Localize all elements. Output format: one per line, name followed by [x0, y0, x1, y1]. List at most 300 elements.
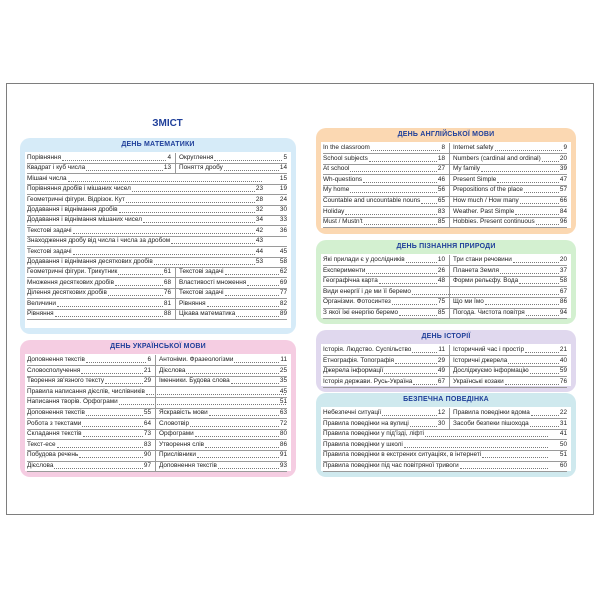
entry-title: Історія. Людство. Суспільство: [323, 346, 412, 353]
entry-title: Countable and uncountable nouns: [323, 197, 421, 204]
dot-leader: [500, 273, 559, 274]
dot-leader: [214, 160, 282, 161]
entry-title: Множення десяткових дробів: [27, 278, 114, 286]
entry-title: Досліджуємо інформацію: [453, 367, 529, 375]
toc-entry: [179, 288, 287, 298]
toc-entry: [27, 236, 263, 246]
toc-entry: [323, 196, 445, 206]
page-number: 30: [437, 419, 445, 427]
dot-leader: [485, 304, 559, 305]
dot-leader: [224, 170, 279, 171]
entry-title: Засоби безпеки пішохода: [453, 419, 529, 427]
entry-title: Геометричні фігури. Відрізок. Кут: [27, 195, 125, 203]
page-number: 20: [559, 154, 567, 162]
entry-title: School subjects: [323, 154, 368, 162]
page-number: [273, 226, 287, 236]
toc-entry: [323, 366, 445, 376]
page-number-value: 60: [559, 462, 567, 469]
entry-title: Wh-questions: [323, 175, 363, 183]
column-divider: [449, 408, 450, 429]
page-number: 97: [143, 462, 151, 469]
page-number: 26: [437, 266, 445, 274]
toc-entry: [453, 297, 567, 307]
entry-title: Numbers (cardinal and ordinal): [453, 154, 541, 162]
page-number: 67: [437, 377, 445, 385]
page-number: 63: [279, 409, 287, 416]
toc-entry: [27, 267, 171, 277]
card-body-math: [25, 152, 291, 328]
page-number-value: 19: [279, 185, 287, 193]
entry-title: Округлення: [179, 154, 214, 161]
dot-leader: [536, 224, 559, 225]
toc-entry: [179, 278, 287, 288]
dot-leader: [460, 468, 548, 469]
page-number: 86: [279, 440, 287, 448]
page-number: 10: [437, 256, 445, 263]
dot-leader: [186, 373, 278, 374]
page-number: [273, 184, 287, 194]
page-number: 35: [279, 377, 287, 385]
dot-leader: [115, 285, 163, 286]
dot-leader: [231, 383, 279, 384]
entry-title: Правила поведінки на вулиці: [323, 419, 409, 427]
dot-leader: [363, 182, 437, 183]
page-number: [553, 429, 567, 439]
entry-title: Утворення слів: [159, 440, 205, 448]
entry-title: Робота з текстами: [27, 419, 82, 427]
dot-leader: [57, 447, 143, 448]
page-number: 62: [279, 268, 287, 276]
row-divider: [323, 227, 567, 228]
page-number: 5: [283, 154, 287, 161]
toc-entry: [453, 377, 567, 387]
dot-leader: [81, 373, 143, 374]
dot-leader: [519, 283, 559, 284]
dot-leader: [371, 150, 441, 151]
dot-leader: [55, 316, 163, 317]
page-number: 4: [167, 154, 171, 161]
page-number-value: 45: [279, 387, 287, 395]
dot-leader: [86, 415, 143, 416]
page-number: 13: [163, 164, 171, 172]
entry-title: Present Simple: [453, 175, 497, 183]
dot-leader: [73, 254, 255, 255]
toc-entry: [323, 377, 445, 387]
page-number: 65: [437, 197, 445, 204]
toc-entry: [27, 355, 151, 365]
entry-title: Словосполучення: [27, 366, 81, 374]
page-number: 90: [143, 451, 151, 459]
row-divider: [27, 471, 287, 472]
toc-entry: [159, 408, 287, 418]
page-number: 44: [255, 247, 263, 255]
row-divider: [323, 471, 567, 472]
toc-entry: [27, 376, 151, 386]
toc-entry: [159, 450, 287, 460]
column-divider: [449, 255, 450, 319]
entry-title: Антоніми. Фразеологізми: [159, 356, 234, 363]
dot-leader: [218, 468, 279, 469]
entry-title: Написання творів. Орфограми: [27, 398, 118, 406]
entry-title: Правила поведінки вдома: [453, 409, 530, 416]
page-number-value: 36: [279, 226, 287, 234]
toc-entry: [323, 408, 445, 418]
entry-title: Складання текстів: [27, 430, 82, 438]
page-number: 86: [559, 298, 567, 306]
dot-leader: [404, 447, 548, 448]
entry-title: Погода. Чистота повітря: [453, 309, 525, 316]
row-divider: [323, 318, 567, 319]
entry-title: Поняття дробу: [179, 164, 223, 172]
entry-title: Правила поведінки у школі: [323, 440, 403, 448]
page-number: 18: [437, 154, 445, 162]
entry-title: Доповнення текстів: [27, 409, 85, 416]
dot-leader: [108, 295, 163, 296]
page-number: 84: [559, 207, 567, 215]
toc-entry: [27, 408, 151, 418]
toc-entry: [323, 143, 445, 153]
entry-title: Квадрат і куб числа: [27, 164, 86, 172]
dot-leader: [379, 283, 437, 284]
page-number: 67: [559, 287, 567, 295]
entry-title: How much / How many: [453, 197, 519, 204]
card-title-nature: ДЕНЬ ПІЗНАННЯ ПРИРОДИ: [396, 243, 496, 250]
entry-title: Експерименти: [323, 266, 366, 274]
entry-title: Небезпечні ситуації: [323, 409, 382, 416]
toc-entry: [323, 356, 445, 366]
dot-leader: [481, 171, 559, 172]
card-body-nature: [321, 254, 571, 318]
page-number: [273, 247, 287, 257]
entry-title: Текстові задачі: [27, 247, 72, 255]
dot-leader: [412, 352, 437, 353]
entry-title: Етнографія. Топографія: [323, 356, 394, 364]
toc-entry: [27, 309, 171, 319]
toc-entry: [27, 429, 151, 439]
entry-title: Дієслова: [27, 462, 54, 469]
toc-entry: [159, 461, 287, 471]
toc-entry: [27, 397, 287, 407]
page-number: 21: [559, 346, 567, 353]
dot-leader: [205, 447, 279, 448]
entry-title: In the classroom: [323, 144, 370, 151]
dot-leader: [234, 362, 279, 363]
toc-entry: [159, 440, 287, 450]
dot-leader: [515, 214, 559, 215]
dot-leader: [54, 468, 142, 469]
entry-title: З якої їжі енергію беремо: [323, 309, 399, 316]
toc-entry: [453, 345, 567, 355]
dot-leader: [68, 181, 262, 182]
toc-entry: [27, 257, 263, 267]
entry-title: Які прилади є у дослідників: [323, 256, 405, 263]
entry-title: Словотвір: [159, 419, 190, 427]
toc-entry: [159, 376, 287, 386]
page-number: 8: [441, 144, 445, 151]
toc-entry: [323, 255, 445, 265]
dot-leader: [57, 306, 163, 307]
page-number: 66: [559, 197, 567, 204]
page-number: [273, 387, 287, 397]
dot-leader: [118, 274, 163, 275]
toc-entry: [159, 419, 287, 429]
page-number-value: 41: [559, 430, 567, 438]
dot-leader: [82, 426, 143, 427]
page-number-value: 33: [279, 216, 287, 224]
page-number: 57: [559, 186, 567, 194]
page-number: 47: [559, 175, 567, 183]
row-divider: [27, 319, 287, 320]
dot-leader: [86, 170, 163, 171]
page-number: [273, 215, 287, 225]
toc-entry: [323, 175, 445, 185]
toc-entry: [27, 163, 171, 173]
entry-title: Історичний час і простір: [453, 346, 524, 353]
entry-title: Орфограми: [159, 430, 194, 438]
entry-title: Порівняння дробів і мішаних чисел: [27, 185, 131, 193]
page-number: 46: [437, 175, 445, 183]
card-title-ukrainian: ДЕНЬ УКРАЇНСЬКОЇ МОВИ: [110, 343, 206, 350]
card-title-english: ДЕНЬ АНГЛІЙСЬКОЇ МОВИ: [397, 131, 495, 138]
dot-leader: [236, 316, 279, 317]
dot-leader: [520, 203, 559, 204]
entry-title: Три стани речовини: [453, 256, 512, 263]
card-body-safety: [321, 407, 571, 471]
dot-leader: [79, 457, 143, 458]
dot-leader: [505, 384, 559, 385]
entry-title: Текстові задачі: [179, 289, 224, 297]
page-number: [273, 397, 287, 407]
dot-leader: [382, 415, 437, 416]
page-number: 9: [563, 144, 567, 151]
toc-entry: [27, 450, 151, 460]
entry-title: Організми. Фотосинтез: [323, 298, 391, 306]
page-number: 40: [559, 356, 567, 364]
dot-leader: [495, 150, 563, 151]
dot-leader: [190, 426, 279, 427]
toc-entry: [159, 355, 287, 365]
dot-leader: [350, 171, 437, 172]
entry-title: My home: [323, 186, 350, 194]
toc-entry: [27, 184, 263, 194]
toc-entry: [453, 185, 567, 195]
entry-title: Додавання і віднімання мішаних чисел: [27, 216, 142, 224]
dot-leader: [482, 457, 548, 458]
toc-entry: [323, 207, 445, 217]
dot-leader: [209, 415, 279, 416]
toc-entry: [453, 255, 567, 265]
dot-leader: [525, 352, 559, 353]
entry-title: Цікава математика: [179, 310, 236, 317]
dot-leader: [119, 404, 286, 405]
entry-title: Знаходження дробу від числа і числа за дробом: [27, 237, 171, 245]
page-number: 89: [279, 310, 287, 317]
dot-leader: [146, 394, 286, 395]
dot-leader: [530, 426, 559, 427]
dot-leader: [62, 160, 166, 161]
dot-leader: [86, 362, 146, 363]
dot-leader: [406, 262, 437, 263]
card-body-ukrainian: [25, 354, 291, 471]
entry-title: Властивості множення: [179, 278, 247, 286]
dot-leader: [171, 243, 255, 244]
page-number: 11: [280, 356, 287, 363]
entry-title: My family: [453, 165, 480, 173]
toc-entry: [27, 387, 287, 397]
page-number: 22: [559, 409, 567, 416]
page-number: 88: [163, 310, 171, 317]
column-divider: [449, 143, 450, 228]
dot-leader: [524, 192, 559, 193]
dot-leader: [395, 363, 437, 364]
entry-title: Hobbies. Present continuous: [453, 218, 535, 226]
card-body-english: [321, 142, 571, 228]
entry-title: Правила поведінки у під'їзді, ліфті: [323, 430, 424, 438]
page-number: 31: [559, 419, 567, 427]
dot-leader: [143, 222, 255, 223]
entry-title: Прислівники: [159, 451, 196, 459]
entry-title: Правила поведінки під час повітряної тривоги: [323, 462, 459, 469]
column-divider: [175, 153, 176, 174]
page-number: 85: [437, 218, 445, 226]
dot-leader: [369, 161, 437, 162]
page-number: 23: [255, 185, 263, 193]
toc-entry: [323, 154, 445, 164]
page-number: 83: [437, 207, 445, 215]
page-number: [273, 195, 287, 205]
entry-title: Текст-есе: [27, 440, 56, 448]
page-number: 6: [147, 356, 151, 363]
card-nature: [316, 240, 576, 324]
card-safety: [316, 393, 576, 477]
dot-leader: [350, 192, 437, 193]
dot-leader: [526, 315, 559, 316]
toc-entry: [27, 205, 263, 215]
dot-leader: [119, 212, 255, 213]
entry-title: Internet safety: [453, 144, 494, 151]
toc-entry: [323, 164, 445, 174]
entry-title: Дієслова: [159, 366, 186, 374]
page-number: 83: [143, 440, 151, 448]
page-number: 76: [559, 377, 567, 385]
page-number: 20: [559, 256, 567, 263]
toc-entry: [453, 143, 567, 153]
page-number-value: 51: [279, 398, 287, 406]
entry-title: Must / Mustn't: [323, 218, 363, 226]
page-number: [273, 174, 287, 184]
toc-entry: [323, 297, 445, 307]
dot-leader: [225, 295, 279, 296]
column-divider: [155, 355, 156, 472]
entry-title: Додавання і віднімання десяткових дробів: [27, 258, 153, 265]
page-number: 27: [437, 165, 445, 173]
page-number: 29: [143, 377, 151, 385]
page-number: [553, 461, 567, 471]
entry-title: Додавання і віднімання дробів: [27, 206, 118, 213]
toc-entry: [27, 195, 263, 205]
card-title-math: ДЕНЬ МАТЕМАТИКИ: [121, 141, 195, 148]
toc-entry: [27, 226, 263, 236]
column-divider: [175, 267, 176, 319]
toc-entry: [179, 299, 287, 309]
entry-title: Правила написання дієслів, числівників: [27, 387, 145, 395]
dot-leader: [197, 457, 279, 458]
entry-title: Форми рельєфу. Вода: [453, 277, 519, 285]
page-number-value: 45: [279, 247, 287, 255]
toc-entry: [453, 196, 567, 206]
entry-title: Побудова речень: [27, 451, 79, 459]
page-number: 25: [279, 366, 287, 374]
column-divider: [449, 345, 450, 387]
page-number: 75: [437, 298, 445, 306]
page-number: 82: [279, 299, 287, 307]
toc-entry: [323, 308, 445, 318]
entry-title: Holiday: [323, 207, 345, 215]
dot-leader: [105, 383, 143, 384]
page-number: 53: [255, 258, 263, 265]
toc-entry: [179, 163, 287, 173]
toc-entry: [323, 440, 549, 450]
dot-leader: [225, 274, 279, 275]
page-number-value: 50: [559, 440, 567, 448]
toc-entry: [27, 299, 171, 309]
card-english: [316, 128, 576, 234]
entry-title: Текстові задачі: [27, 226, 72, 234]
page-number: 69: [279, 278, 287, 286]
toc-entry: [323, 345, 445, 355]
page-number: 64: [143, 419, 151, 427]
toc-entry: [159, 429, 287, 439]
entry-title: Текстові задачі: [179, 268, 224, 276]
toc-entry: [323, 287, 567, 297]
toc-entry: [453, 419, 567, 429]
page-number: [273, 205, 287, 215]
page-number: 55: [143, 409, 151, 416]
toc-entry: [27, 288, 171, 298]
dot-leader: [132, 191, 255, 192]
entry-title: Що ми їмо: [453, 298, 484, 306]
dot-leader: [154, 264, 255, 265]
toc-entry: [27, 278, 171, 288]
page-number: 96: [559, 218, 567, 226]
toc-entry: [27, 366, 151, 376]
toc-entry: [27, 461, 151, 471]
toc-entry: [27, 215, 263, 225]
dot-leader: [399, 315, 437, 316]
card-title-safety: БЕЗПЕЧНА ПОВЕДІНКА: [403, 396, 489, 403]
page-number-value: 30: [279, 206, 287, 213]
dot-leader: [413, 384, 437, 385]
dot-leader: [364, 224, 437, 225]
entry-title: Величини: [27, 299, 56, 307]
card-ukrainian: [20, 340, 296, 477]
page-number: 91: [279, 451, 287, 459]
page-number: 77: [279, 289, 287, 297]
page-number: 37: [559, 266, 567, 274]
page-title: ЗМІСТ: [152, 118, 183, 129]
toc-entry: [453, 366, 567, 376]
page-number: 14: [279, 164, 287, 172]
page-number: 43: [255, 237, 263, 245]
toc-entry: [27, 419, 151, 429]
dot-leader: [412, 294, 559, 295]
page-number: 59: [559, 367, 567, 375]
page-number: 61: [163, 268, 171, 276]
dot-leader: [542, 161, 559, 162]
dot-leader: [345, 214, 437, 215]
page-number: 21: [143, 366, 151, 374]
entry-title: Джерела інформації: [323, 367, 384, 375]
